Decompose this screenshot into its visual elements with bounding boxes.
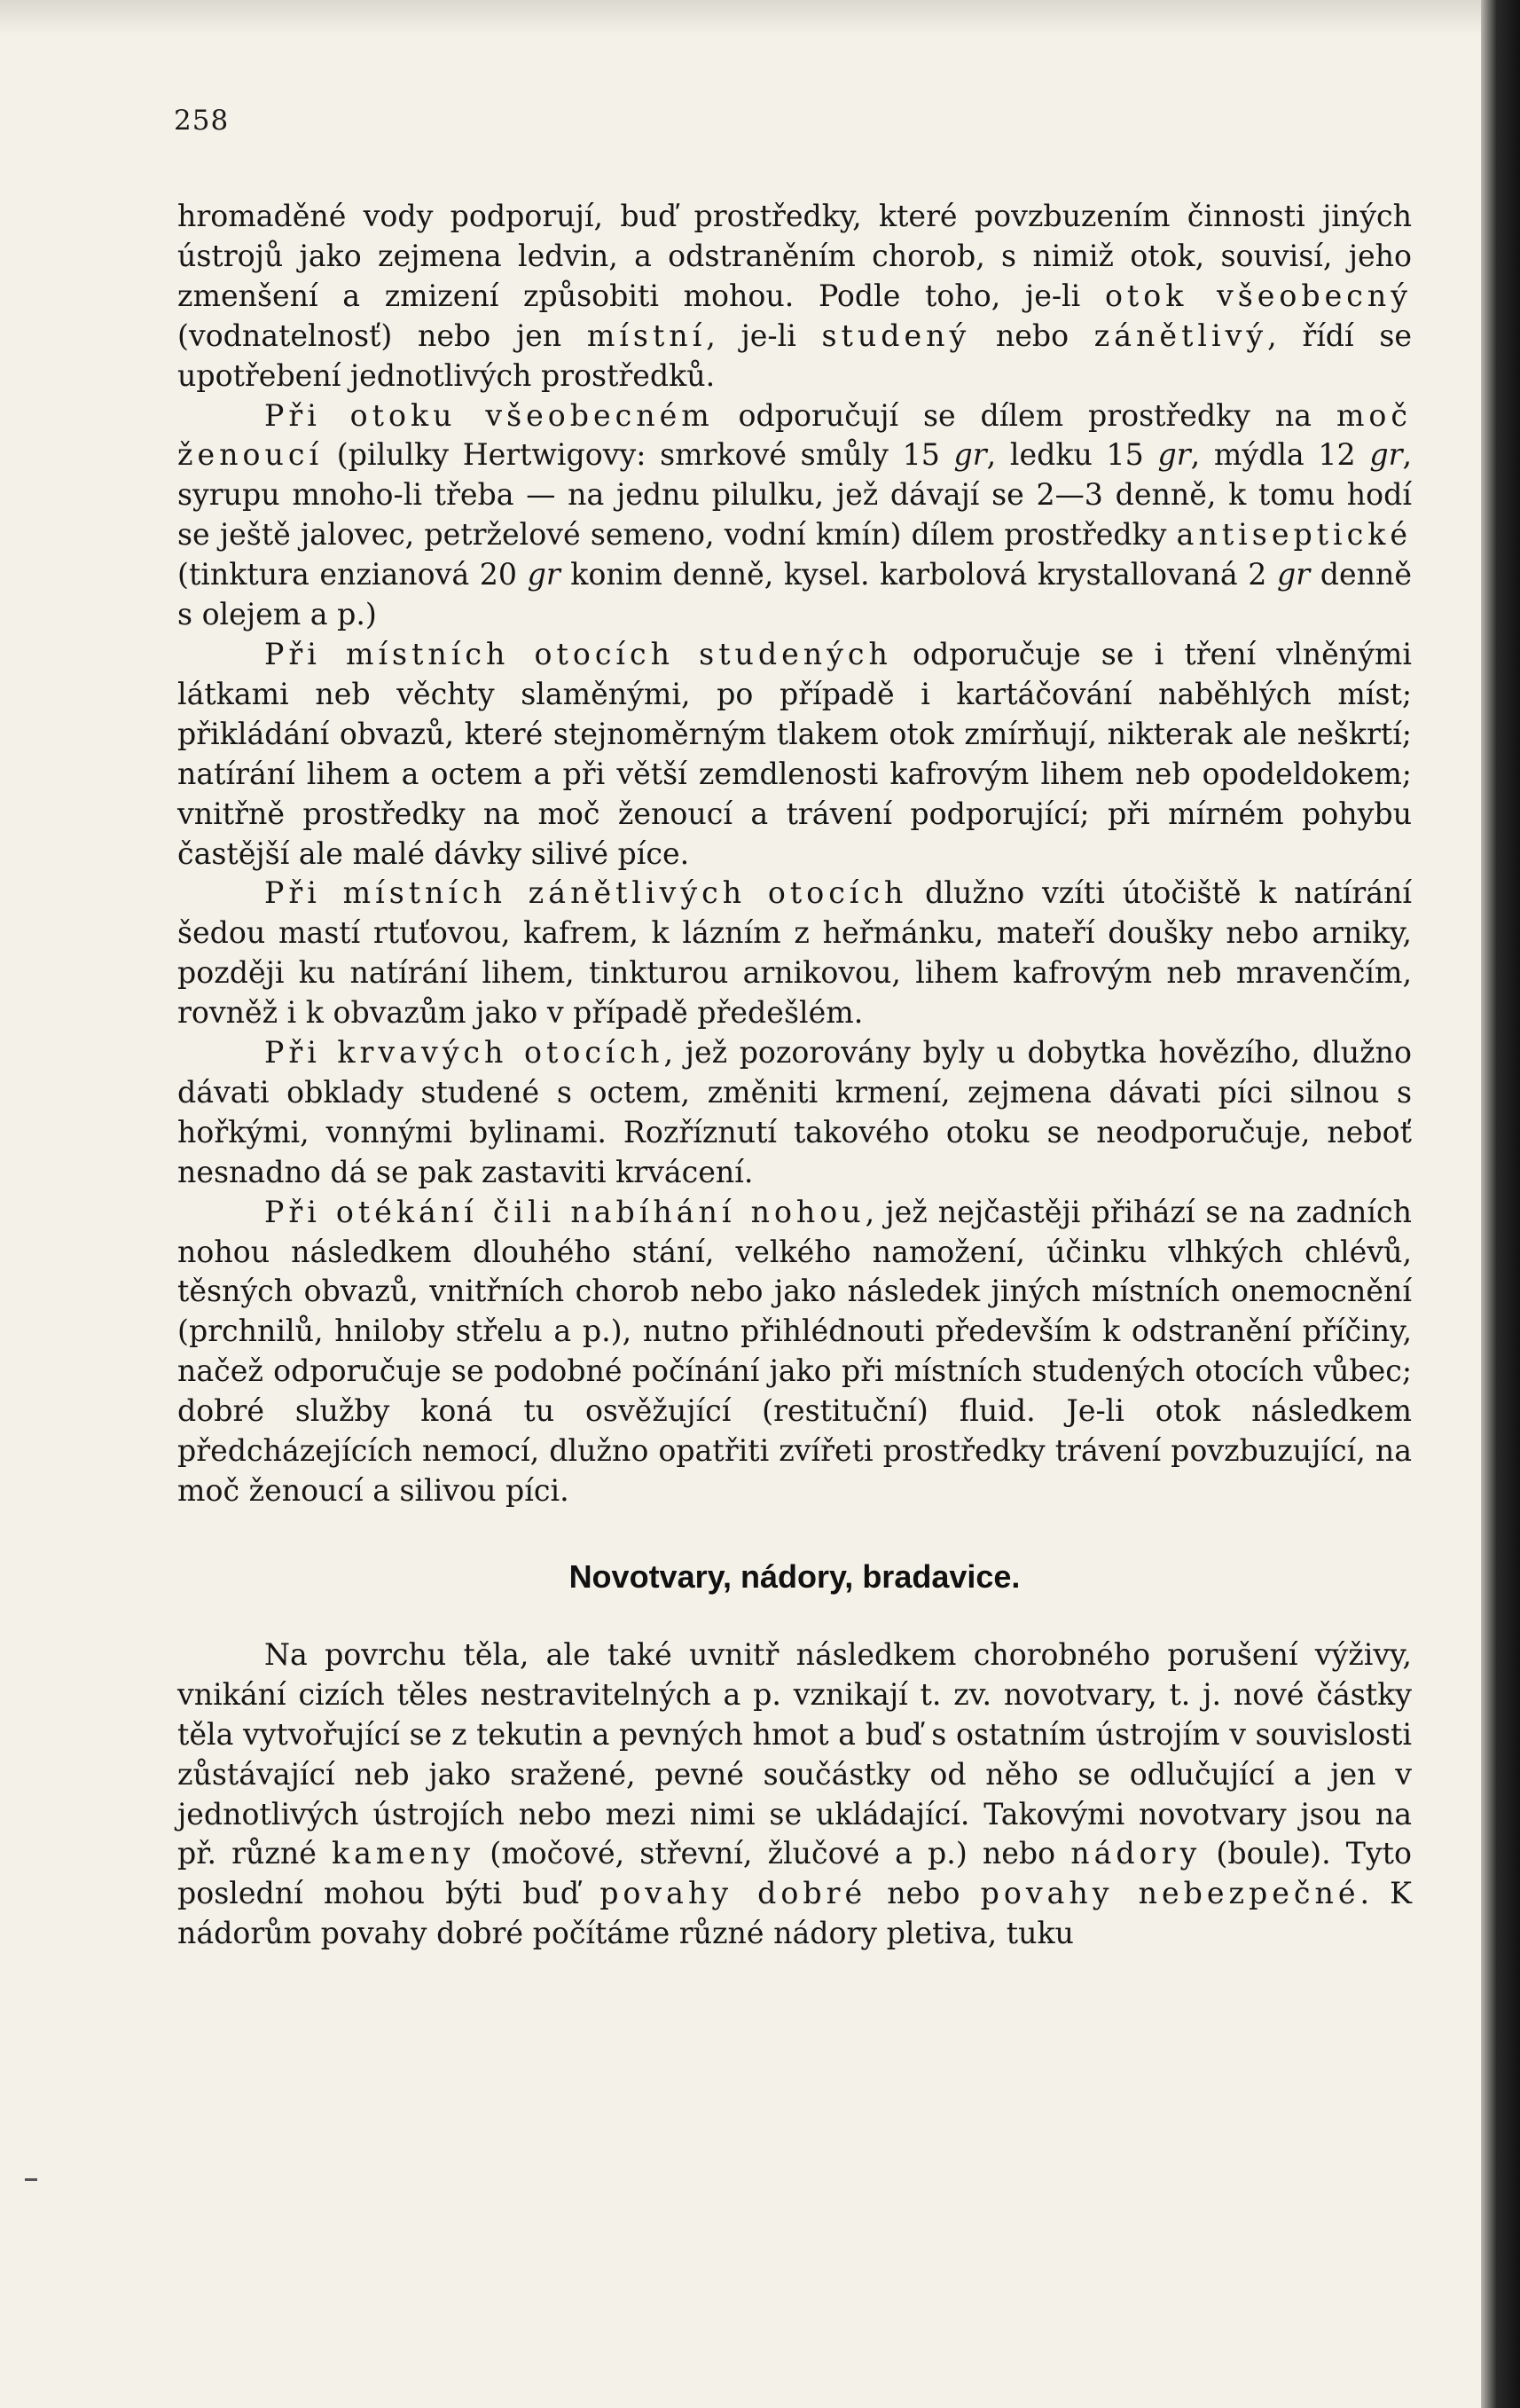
unit-abbrev: gr <box>527 557 560 592</box>
spaced-term: Při místních zánětlivých otocích <box>264 875 908 911</box>
spaced-term: místní <box>586 318 707 353</box>
spaced-term: Při místních otocích studených <box>264 636 892 671</box>
spaced-term: antiseptické <box>1176 517 1412 553</box>
spaced-term: povahy nebezpečné <box>980 1876 1360 1911</box>
text-run: odporučují se dílem prostředky na <box>713 397 1336 433</box>
spaced-term: zánětlivý <box>1093 318 1268 353</box>
text-run: (močové, střevní, žlučové a p.) nebo <box>474 1836 1071 1871</box>
text-run: nebo <box>866 1876 981 1911</box>
section-heading: Novotvary, nádory, bradavice. <box>568 1557 1021 1595</box>
unit-abbrev: gr <box>953 437 987 473</box>
margin-mark <box>25 2178 37 2181</box>
text-run: dlužno vzíti útočiště k natírání šedou mastí rtuťovou, kafrem, k lázním z heřmánku, mateří doušky nebo arniky, později ku natírání lihem, tinkturou arnikovou, lihem kafrovým neb mravenčím, rovněž i k obvazům jako v případě předešlém. <box>177 875 1412 1031</box>
text-run: , jež nejčastěji přihází se na zadních nohou následkem dlouhého stání, velkého namožení, účinku vlhkých chlévů, těsných obvazů, vnitřních chorob nebo jako následek jiných místních onemocnění (prchnilů, hniloby střelu a p.), nutno přihlédnouti především k odstranění příčiny, načež odporučuje se podobné počínání jako při místních studených otocích vůbec; dobré služby koná tu osvěžující (restituční) fluid. Je-li otok následkem předcházejících nemocí, dlužno opatřiti zvířeti prostředky trávení povzbuzující, na moč ženoucí a silivou píci. <box>177 1194 1412 1508</box>
paragraph-3 <box>177 635 1412 874</box>
text-run: konim denně, kysel. karbolová krystallovaná 2 <box>560 557 1277 592</box>
paragraph-2 <box>177 396 1412 635</box>
spaced-term: moč ženoucí <box>177 397 1412 473</box>
spaced-term: Při otoku všeobecném <box>264 397 714 433</box>
text-run: (tinktura enzianová 20 <box>177 557 528 592</box>
spaced-term: Při krvavých otocích <box>264 1035 664 1071</box>
text-run: odporučuje se i tření vlněnými látkami neb věchty slaměnými, po případě i kartáčování naběhlých míst; přikládání obvazů, které stejnoměrným tlakem otok zmírňují, nikterak ale neškrtí; natírání lihem a octem a při větší zemdlenosti kafrovým lihem neb opodeldokem; vnitřně prostředky na moč ženoucí a trávení podporující; při mírném pohybu častější ale malé dávky silivé píce. <box>177 636 1413 871</box>
spaced-term: povahy dobré <box>599 1876 867 1911</box>
spaced-term: kameny <box>332 1836 475 1871</box>
spaced-term: studený <box>821 318 971 353</box>
page-top-shadow <box>0 0 1481 35</box>
body-text <box>177 197 1412 1954</box>
paragraph-6 <box>177 1193 1412 1511</box>
text-run: , řídí se upotřebení jednotlivých prostředků. <box>177 318 1412 393</box>
text-run: nebo <box>970 318 1094 353</box>
spaced-term: nádory <box>1070 1836 1202 1871</box>
paragraph-7 <box>177 1635 1412 1954</box>
text-run: denně s olejem a p.) <box>177 557 1412 632</box>
text-run: . K nádorům povahy dobré počítáme různé nádory pletiva, tuku <box>177 1876 1412 1951</box>
spaced-term: otok všeobecný <box>1104 278 1412 313</box>
page-number: 258 <box>174 105 230 137</box>
text-run: , je-li <box>706 318 822 353</box>
text-run: (pilulky Hertwigovy: smrkové smůly 15 <box>323 437 954 473</box>
text-run: , ledku 15 <box>986 437 1158 473</box>
paragraph-5 <box>177 1033 1412 1193</box>
paragraph-4 <box>177 874 1412 1033</box>
paragraph-1 <box>177 197 1412 396</box>
unit-abbrev: gr <box>1369 437 1403 473</box>
text-run: , syrupu mnoho-li třeba — na jednu pilulku, jež dávají se 2—3 denně, k tomu hodí se ještě jalovec, petrželové semeno, vodní kmín) dílem prostředky <box>177 437 1413 553</box>
unit-abbrev: gr <box>1157 437 1191 473</box>
text-run: (vodnatelnosť) nebo jen <box>177 318 587 353</box>
scan-edge-shadow <box>1481 0 1520 2408</box>
text-run: , jež pozorovány byly u dobytka hovězího, dlužno dávati obklady studené s octem, změniti krmení, zejmena dávati píci silnou s hořkými, vonnými bylinami. Rozříznutí takového otoku se neodporučuje, neboť nesnadno dá se pak zastaviti krvácení. <box>177 1035 1412 1189</box>
text-run: (boule). Tyto poslední mohou býti buď <box>177 1836 1412 1911</box>
text-run: , mýdla 12 <box>1190 437 1370 473</box>
spaced-term: Při otékání čili nabíhání nohou <box>264 1194 866 1229</box>
text-run: Na povrchu těla, ale také uvnitř následkem chorobného porušení výživy, vnikání cizích těles nestravitelných a p. vznikají t. zv. novotvary, t. j. nové částky těla vytvořující se z tekutin a pevných hmot a buď s ostatním ústrojím v souvislosti zůstávající neb jako sražené, pevné součástky od něho se odlučující a jen v jednotlivých ústrojích nebo mezi nimi se ukládající. Takovými novotvary jsou na př. různé <box>177 1636 1412 1871</box>
unit-abbrev: gr <box>1277 557 1311 592</box>
text-run: hromaděné vody podporují, buď prostředky, které povzbuzením činnosti jiných ústrojů jako zejmena ledvin, a odstraněním chorob, s nimiž otok, souvisí, jeho zmenšení a zmizení způsobiti mohou. Podle toho, je-li <box>177 199 1412 313</box>
